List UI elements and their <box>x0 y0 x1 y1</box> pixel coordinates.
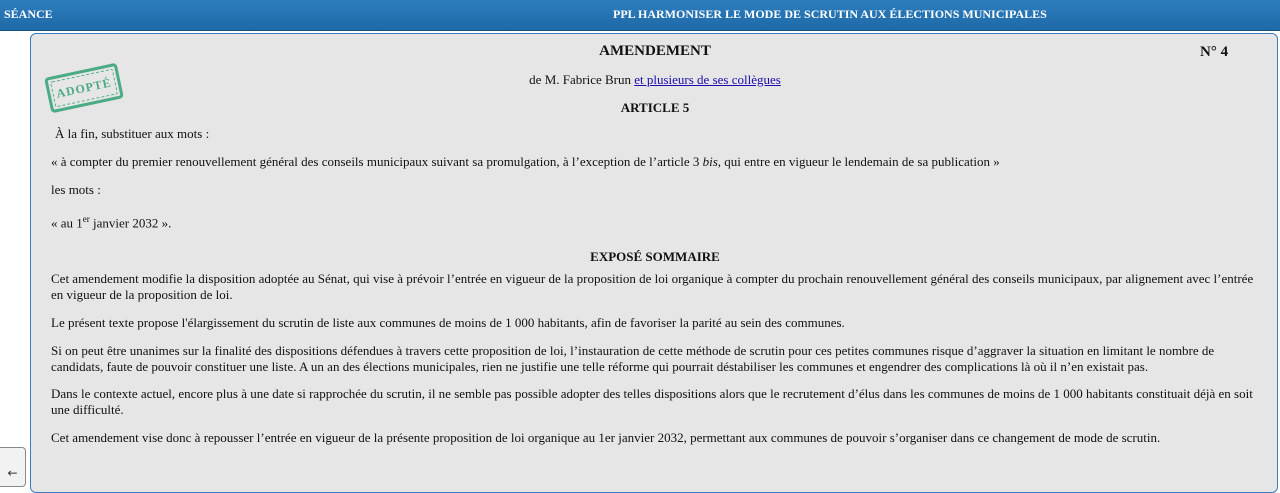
expose-title: EXPOSÉ SOMMAIRE <box>590 249 720 264</box>
header-bar <box>0 0 1280 31</box>
les-mots-text: les mots : <box>51 182 101 197</box>
expose-paragraph: Cet amendement modifie la disposition adoptée au Sénat, qui vise à prévoir l’entrée en vigueur de la proposition de loi organique à compter du prochain renouvellement général des conseils municipaux, par alignement avec l’entrée en vigueur de la proposition de loi. <box>51 271 1254 302</box>
quote-replaced: « à compter du premier renouvellement général des conseils municipaux suivant sa promulgation, à l’exception de l’article 3 bis, qui entre en vigueur le lendemain de sa publication » <box>51 154 1000 169</box>
expose-paragraph: Le présent texte propose l'élargissement du scrutin de liste aux communes de moins de 1 000 habitants, afin de favoriser la parité au sein des communes. <box>51 315 845 330</box>
header-text-title: PPL HARMONISER LE MODE DE SCRUTIN AUX ÉLECTIONS MUNICIPALES <box>613 7 1047 21</box>
amendment-number: N° 4 <box>1200 44 1229 60</box>
expose-paragraph: Cet amendement vise donc à repousser l’entrée en vigueur de la présente proposition de loi organique au 1er janvier 2032, permettant aux communes de pouvoir s’organiser dans ce changement de mode de scrutin. <box>51 430 1161 445</box>
expose-paragraph: Dans le contexte actuel, encore plus à une date si rapprochée du scrutin, il ne semble pas possible adopter des telles dispositions alors que le recrutement d’élus dans les communes de moins de 1 000 habitants constituait déjà en soit une difficulté. <box>51 386 1253 417</box>
adopted-stamp: ADOPTÉ <box>44 63 124 114</box>
author-name: de M. Fabrice Brun <box>529 72 635 87</box>
article-heading: ARTICLE 5 <box>620 100 690 115</box>
expose-paragraph: Si on peut être unanimes sur la finalité des dispositions défendues à travers cette proposition de loi, l’instauration de cette méthode de scrutin pour ces petites communes risque d’aggraver la situation en limitant le nombre de candidats, faute de pouvoir constituer une liste. A un an des élections municipales, rien ne justifie une telle réforme qui pourrait déstabiliser les communes et engendrer des complications là où il n’en existait pas. <box>51 343 1215 374</box>
header-seance: SÉANCE <box>4 7 53 21</box>
amendment-title: AMENDEMENT <box>599 43 711 59</box>
back-button[interactable] <box>0 447 26 487</box>
intro-text: À la fin, substituer aux mots : <box>55 126 210 141</box>
amendment-panel <box>30 33 1278 493</box>
quote-replacement: « au 1er janvier 2032 ». <box>51 214 172 231</box>
arrow-left-icon: ← <box>7 466 18 480</box>
amendment-author <box>31 72 1279 88</box>
cosigners-link[interactable]: et plusieurs de ses collègues <box>634 72 781 87</box>
